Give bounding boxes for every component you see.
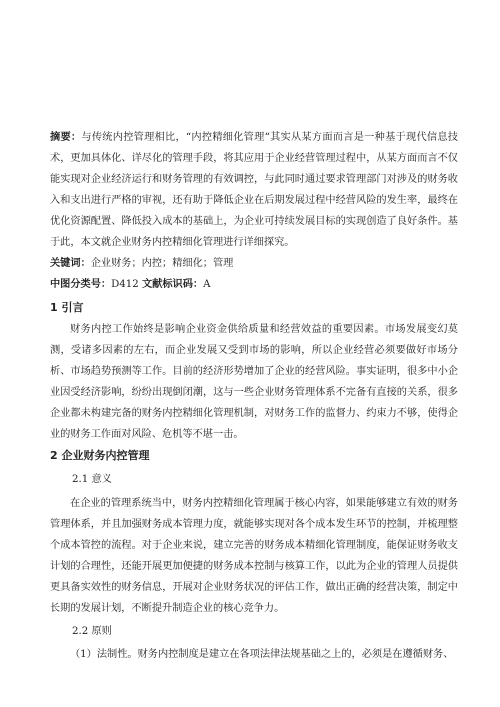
classification-code: D412 [111, 279, 139, 290]
section-1-heading: 1 引言 [50, 301, 84, 314]
subsection-2-1-heading: 2.1 意义 [72, 474, 112, 485]
abstract-text: 与传统内控管理相比，“内控精细化管理“其实从某方面而言是一种基于现代信息技术，更加具体化、详尽化的管理手段，将其应用于企业经营管理过程中，从某方面而言不仅能实现对企业经济运行和财务管理的有效调控，与此同时通过要求管理部门对涉及的财务收入和支出进行严格的审视，还有助于降低企业在后期发展过程中经营风险的发生率，最终在优化资源配置、降低投入成本的基础上，为企业可持续发展目标的实现创造了良好条件。基于此，本文就企业财务内控精细化管理进行详细探究。 [50, 132, 458, 248]
subsection-2-2-paragraph: （1）法制性。财务内控制度是建立在各项法律法规基础之上的，必须是在遵循财务、 [70, 649, 454, 660]
keywords-label: 关键词： [50, 258, 91, 269]
doc-id-label: 文献标识码： [142, 279, 204, 290]
keywords-text: 企业财务；内控；精细化；管理 [90, 258, 234, 269]
doc-id-code: A [203, 279, 211, 290]
subsection-2-1-paragraph: 在企业的管理系统当中，财务内控精细化管理属于核心内容，如果能够建立有效的财务管理体系，并且加强财务成本管理力度，就能够实现对各个成本发生环节的控制，并梳理整个成本管控的流程。对于企业来说，建立完善的财务成本精细化管理制度，能保证财务收支计划的合理性，还能开展更加便捷的财务成本控制与核算工作，以此为企业的管理人员提供更具备实效性的财务信息，开展对企业财务状况的评估工作，做出正确的经营决策，制定中长期的发展计划，不断提升制造企业的核心竞争力。 [50, 498, 458, 614]
keywords-line [50, 254, 458, 275]
section-2-heading: 2 企业财务内控管理 [50, 449, 150, 462]
abstract-label: 摘要： [50, 132, 82, 143]
subsection-2-2-heading: 2.2 原则 [72, 626, 112, 637]
abstract-paragraph [50, 128, 458, 253]
classification-label: 中图分类号： [50, 279, 112, 290]
section-1-paragraph: 财务内控工作始终是影响企业资金供给质量和经营效益的重要因素。市场发展变幻莫测，受诸多因素的左右，而企业发展又受到市场的影响，所以企业经营必须要做好市场分析、市场趋势预测等工作。目前的经济形势增加了企业的经营风险。事实证明，很多中小企业因受经济影响，纷纷出现倒闭潮，这与一些企业财务管理体系不完备有直接的关系，很多企业都未构建完备的财务内控精细化管理机制，对财务工作的监督力、约束力不够，使得企业的财务工作面对风险、危机等不堪一击。 [50, 324, 458, 440]
classification-line [50, 275, 458, 296]
